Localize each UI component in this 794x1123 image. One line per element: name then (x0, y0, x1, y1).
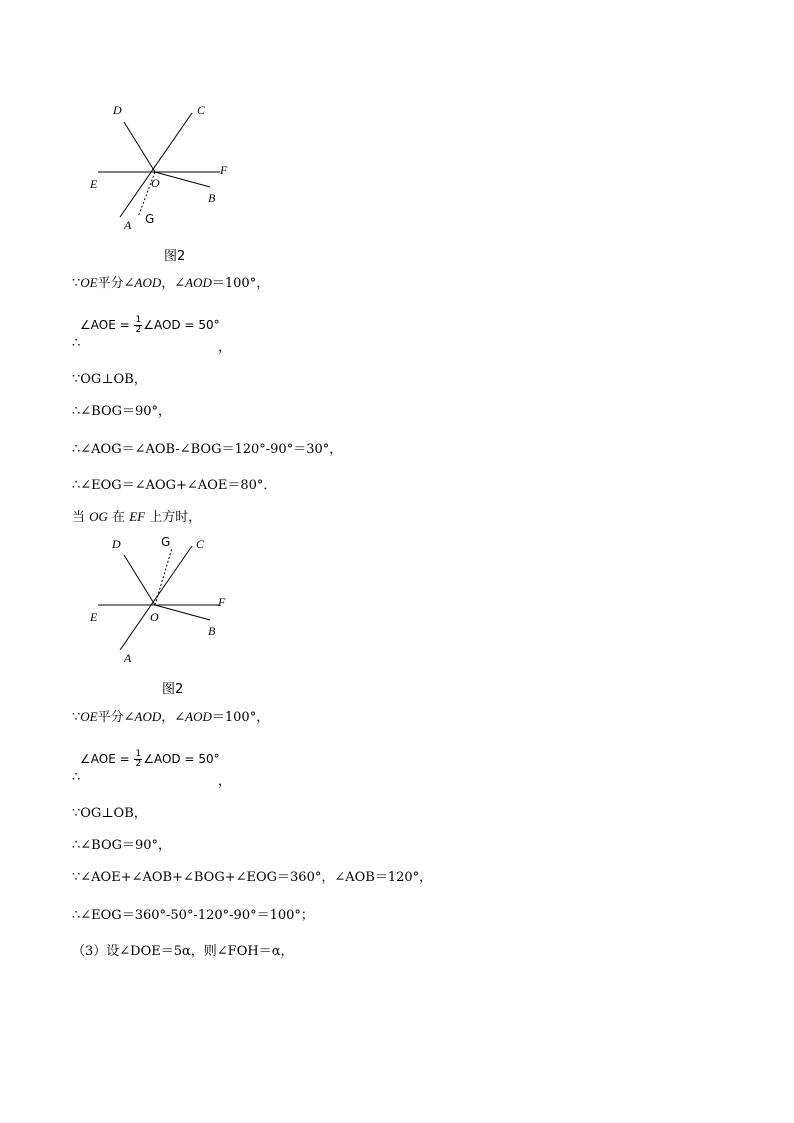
ray-ob (155, 172, 210, 187)
figure-1-caption: 图2 (164, 249, 186, 264)
label-a: A (124, 651, 132, 665)
b1-line-5: ∴∠AOG＝∠AOB-∠BOG＝120°-90°＝30°， (72, 442, 343, 457)
line-ac (120, 546, 192, 650)
label-e: E (90, 177, 98, 191)
b2-line-1: ∵OE平分∠AOD，∠AOD＝100°， (72, 709, 270, 725)
label-e: E (90, 610, 98, 624)
figure-2-caption: 图2 (162, 682, 184, 697)
line-ac (120, 113, 192, 217)
label-o: O (151, 176, 160, 190)
ray-og-dashed (155, 548, 172, 605)
b2-line-2-therefore: ∴ (72, 770, 81, 785)
b1-line-2-therefore: ∴ (72, 336, 81, 351)
label-f: F (218, 595, 226, 609)
ray-od (124, 555, 155, 605)
b1-line-3: ∵OG⊥OB， (72, 372, 147, 387)
label-d: D (113, 103, 122, 117)
b2-line-2-equation: ∠AOE = $\frac{1}{2}$ ∠AOD = 50° (80, 749, 220, 769)
label-g: G (161, 535, 171, 549)
ray-od (124, 122, 155, 172)
label-g: G (145, 212, 155, 226)
b2-line-3: ∵OG⊥OB， (72, 806, 147, 821)
b2-line-4: ∴∠BOG＝90°， (72, 838, 172, 853)
b1-line-6: ∴∠EOG＝∠AOG+∠AOE＝80°． (72, 478, 277, 493)
b1-line-2-comma: ， (218, 340, 232, 355)
ray-ob (155, 605, 210, 620)
label-c: C (196, 537, 205, 551)
label-f: F (220, 163, 228, 177)
label-c: C (197, 103, 206, 117)
b2-line-6: ∴∠EOG＝360°-50°-120°-90°＝100°； (72, 908, 314, 923)
b1-line-4: ∴∠BOG＝90°， (72, 404, 172, 419)
b1-line-2-equation: ∠AOE = $\frac{1}{2}$ ∠AOD = 50° (80, 315, 220, 335)
transition-line: 当 OG 在 EF 上方时， (72, 509, 202, 525)
label-a: A (124, 218, 132, 232)
b1-line-1: ∵OE平分∠AOD，∠AOD＝100°， (72, 275, 270, 291)
part-3-line: （3）设∠DOE＝5α，则∠FOH＝α， (72, 944, 294, 959)
fraction-half: $\frac{1}{2}$ (135, 315, 142, 335)
figure-1-diagram (80, 95, 250, 240)
figure-2-diagram (80, 528, 250, 673)
label-o: O (150, 610, 159, 624)
label-d: D (112, 537, 121, 551)
label-b: B (208, 191, 216, 205)
b2-line-2-comma: ， (218, 774, 232, 789)
b2-line-5: ∵∠AOE+∠AOB+∠BOG+∠EOG＝360°，∠AOB＝120°， (72, 870, 433, 885)
fraction-half: $\frac{1}{2}$ (135, 749, 142, 769)
label-b: B (208, 624, 216, 638)
